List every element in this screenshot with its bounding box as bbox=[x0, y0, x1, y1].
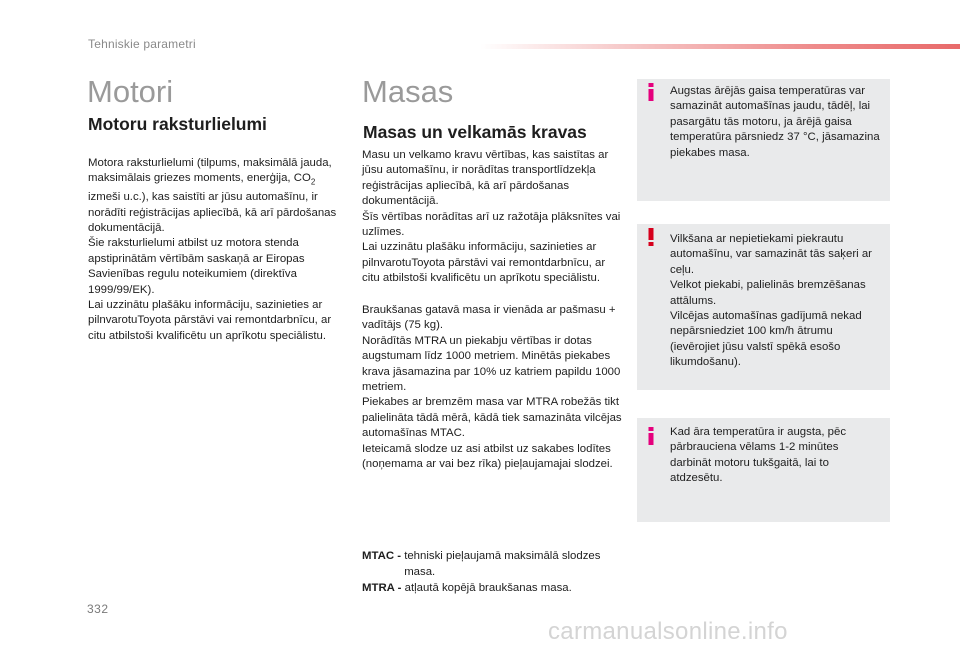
engine-paragraph-3: Lai uzzinātu plašāku informāciju, sazinieties ar pilnvarotuToyota pārstāvi vai remontdarbnīcu, ar citu atbilstoši kvalificētu un aprīkotu speciālistu. bbox=[88, 298, 332, 342]
abbreviation-definitions bbox=[362, 548, 627, 596]
watermark: carmanualsonline.info bbox=[548, 618, 788, 645]
engines-title: Motori bbox=[87, 74, 174, 109]
info-box-text bbox=[670, 425, 882, 487]
info-box-text bbox=[670, 84, 882, 161]
masses-paragraph-5: Norādītās MTRA un piekabju vērtības ir dotas augstumam līdz 1000 metriem. Minētās piekabes krava jāsamazina par 10% uz katriem papildu 1000 metriem. bbox=[362, 334, 621, 394]
definition-desc: tehniski pieļaujamā maksimālā slodzes masa. bbox=[404, 550, 601, 578]
info-box-temperature bbox=[637, 79, 890, 201]
engine-paragraph-1: Motora raksturlielumi (tilpums, maksimālā jauda, maksimālais griezes moments, enerģija, $CO_2$ izmeši u.c.), kas saistīti ar jūsu automašīnu, ir norādīti reģistrācijas apliecībā, kā arī pārdošanas dokumentācijā. bbox=[88, 157, 337, 234]
warning-paragraph: Vilkšana ar nepietiekami piekrautu automašīnu, var samazināt tās saķeri ar ceļu. bbox=[670, 233, 872, 276]
warning-paragraph: Vilcējas automašīnas gadījumā nekad nepārsniedziet 100 km/h ātrumu (ievērojiet jūsu valstī spēkā esošo likumdošanu). bbox=[670, 310, 862, 369]
definition-term: MTAC - bbox=[362, 550, 405, 562]
page-number: 332 bbox=[87, 602, 109, 616]
masses-title: Masas bbox=[362, 74, 454, 109]
masses-paragraph-6: Piekabes ar bremzēm masa var MTRA robežās tikt palielināta tādā mērā, kādā tiek samazināta vilcējas automašīnas MTAC. bbox=[362, 396, 622, 440]
info-paragraph: Kad āra temperatūra ir augsta, pēc pārbrauciena vēlams 1-2 minūtes darbināt motoru tukšgaitā, lai to atdzesētu. bbox=[670, 426, 847, 485]
masses-text-block-1 bbox=[362, 148, 624, 287]
definition-mtac bbox=[362, 548, 627, 580]
warning-paragraph: Velkot piekabi, palielinās bremzēšanas attālums. bbox=[670, 279, 866, 307]
warning-box-towing bbox=[637, 224, 890, 390]
engine-characteristics-heading: Motoru raksturlielumi bbox=[88, 114, 267, 134]
engine-characteristics-text bbox=[88, 156, 346, 344]
masses-paragraph-3: Lai uzzinātu plašāku informāciju, sazinieties ar pilnvarotuToyota pārstāvi vai remontdarbnīcu, ar citu atbilstoši kvalificētu un aprīkotu speciālistu. bbox=[362, 241, 606, 285]
header-gradient-bar bbox=[480, 44, 960, 49]
masses-text-block-2 bbox=[362, 303, 624, 472]
warning-box-text bbox=[670, 232, 882, 371]
info-icon bbox=[646, 83, 656, 101]
section-header: Tehniskie parametri bbox=[88, 37, 196, 51]
warning-icon bbox=[646, 228, 656, 246]
definition-mtra bbox=[362, 580, 627, 596]
engine-paragraph-2: Šie raksturlielumi atbilst uz motora stenda apstiprinātām vērtībām saskaņā ar Eiropas Savienības regulu noteikumiem (direktīva 1999/99/EK). bbox=[88, 237, 305, 296]
info-icon bbox=[646, 427, 656, 445]
info-box-cooling bbox=[637, 418, 890, 522]
masses-towloads-heading: Masas un velkamās kravas bbox=[363, 122, 587, 142]
info-paragraph: Augstas ārējās gaisa temperatūras var samazināt automašīnas jaudu, tādēļ, lai pasargātu tās motoru, ja ārējā gaisa temperatūra pārsniedz 37 °C, jāsamazina piekabes masa. bbox=[670, 85, 880, 159]
masses-paragraph-4: Braukšanas gatavā masa ir vienāda ar pašmasu + vadītājs (75 kg). bbox=[362, 304, 616, 332]
masses-paragraph-7: Ieteicamā slodze uz asi atbilst uz sakabes lodītes (noņemama ar vai bez rīka) pieļaujamajai slodzei. bbox=[362, 442, 613, 471]
definition-term: MTRA - bbox=[362, 582, 405, 594]
masses-paragraph-1: Masu un velkamo kravu vērtības, kas saistītas ar jūsu automašīnu, ir norādītas transportlīdzekļa reģistrācijas apliecībā, kā arī pārdošanas dokumentācijā. bbox=[362, 149, 609, 208]
masses-paragraph-2: Šīs vērtības norādītas arī uz ražotāja plāksnītes vai uzlīmes. bbox=[362, 210, 621, 239]
definition-desc: atļautā kopējā braukšanas masa. bbox=[404, 582, 572, 594]
